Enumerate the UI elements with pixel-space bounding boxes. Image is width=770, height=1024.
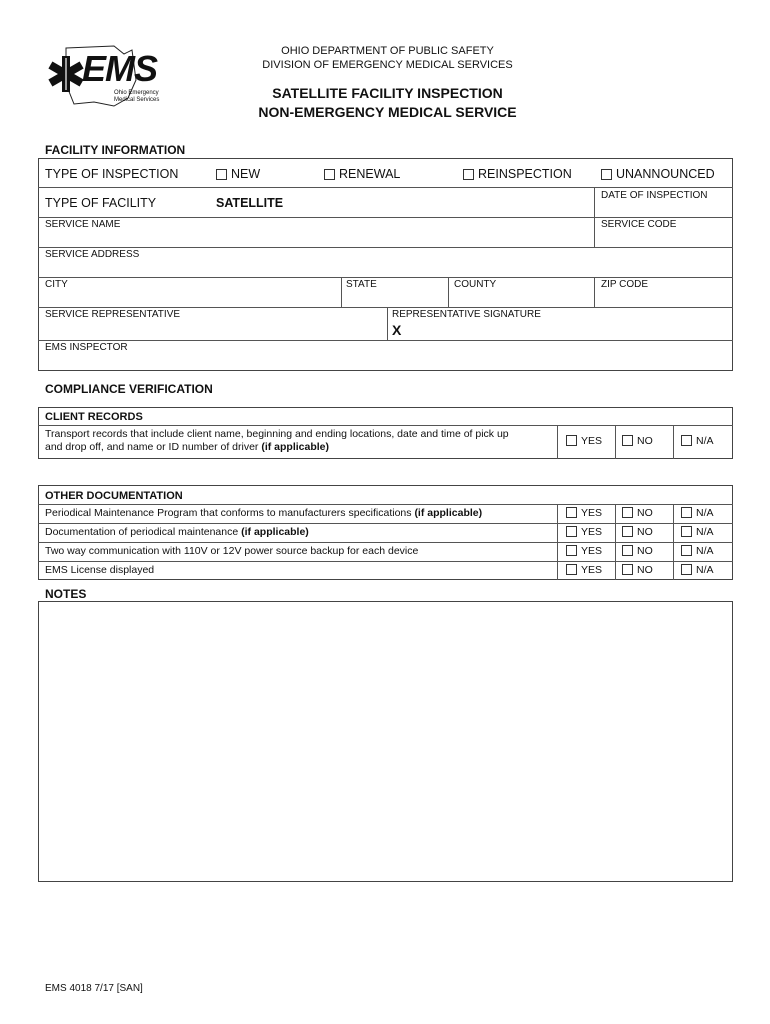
page-title: SATELLITE FACILITY INSPECTION <box>272 85 503 101</box>
facility-section-title: FACILITY INFORMATION <box>45 143 186 157</box>
option-reinspection[interactable]: REINSPECTION <box>463 167 572 181</box>
checkbox-yes[interactable] <box>566 545 577 556</box>
doc-item-3-no[interactable]: NO <box>622 545 653 558</box>
notes-section-title: NOTES <box>45 587 87 601</box>
doc-item-1-no[interactable]: NO <box>622 507 653 520</box>
checkbox-na[interactable] <box>681 507 692 518</box>
type-of-facility-value: SATELLITE <box>216 196 284 210</box>
county-field[interactable] <box>450 291 592 306</box>
option-new[interactable]: NEW <box>216 167 260 181</box>
county-label: COUNTY <box>454 279 497 290</box>
service-address-label: SERVICE ADDRESS <box>45 249 140 260</box>
client-records-item-line2: and drop off, and name or ID number of driver (if applicable) <box>45 441 330 453</box>
doc-item-2-yes[interactable]: YES <box>566 526 602 539</box>
checkbox-no[interactable] <box>622 564 633 575</box>
doc-item-2: Documentation of periodical maintenance (if applicable) <box>45 526 309 538</box>
checkbox-unannounced[interactable] <box>601 169 612 180</box>
checkbox-na[interactable] <box>681 545 692 556</box>
doc-item-4-yes[interactable]: YES <box>566 564 602 577</box>
service-name-label: SERVICE NAME <box>45 219 121 230</box>
ems-inspector-field[interactable] <box>40 354 730 370</box>
ems-inspector-label: EMS INSPECTOR <box>45 342 128 353</box>
service-code-label: SERVICE CODE <box>601 219 677 230</box>
page-subtitle: NON-EMERGENCY MEDICAL SERVICE <box>258 104 517 120</box>
checkbox-na[interactable] <box>681 564 692 575</box>
date-of-inspection-field[interactable] <box>596 203 731 216</box>
compliance-section-title: COMPLIANCE VERIFICATION <box>45 382 213 396</box>
checkbox-na[interactable] <box>681 435 692 446</box>
signature-x-mark: X <box>392 322 402 338</box>
state-field[interactable] <box>343 291 446 306</box>
client-records-title: CLIENT RECORDS <box>45 411 143 423</box>
logo-text: EMS <box>82 48 158 89</box>
type-of-inspection-label: TYPE OF INSPECTION <box>45 167 179 181</box>
representative-signature-label: REPRESENTATIVE SIGNATURE <box>392 309 541 320</box>
zip-code-field[interactable] <box>596 291 731 306</box>
option-renewal[interactable]: RENEWAL <box>324 167 400 181</box>
checkbox-no[interactable] <box>622 507 633 518</box>
service-code-field[interactable] <box>596 231 731 246</box>
client-records-no[interactable]: NO <box>622 435 653 448</box>
checkbox-no[interactable] <box>622 545 633 556</box>
service-representative-label: SERVICE REPRESENTATIVE <box>45 309 181 320</box>
other-documentation-title: OTHER DOCUMENTATION <box>45 490 183 502</box>
service-name-field[interactable] <box>40 231 592 246</box>
checkbox-new[interactable] <box>216 169 227 180</box>
representative-signature-field[interactable] <box>405 321 731 339</box>
checkbox-yes[interactable] <box>566 526 577 537</box>
doc-item-1-na[interactable]: N/A <box>681 507 714 520</box>
agency-name: OHIO DEPARTMENT OF PUBLIC SAFETY <box>281 45 494 57</box>
checkbox-yes[interactable] <box>566 564 577 575</box>
doc-item-3: Two way communication with 110V or 12V power source backup for each device <box>45 545 419 557</box>
doc-item-4-na[interactable]: N/A <box>681 564 714 577</box>
doc-item-4-no[interactable]: NO <box>622 564 653 577</box>
city-label: CITY <box>45 279 68 290</box>
doc-item-3-yes[interactable]: YES <box>566 545 602 558</box>
option-unannounced[interactable]: UNANNOUNCED <box>601 167 715 181</box>
checkbox-yes[interactable] <box>566 507 577 518</box>
checkbox-no[interactable] <box>622 526 633 537</box>
notes-textarea[interactable] <box>38 601 733 882</box>
checkbox-yes[interactable] <box>566 435 577 446</box>
logo-subtitle-1: Ohio Emergency <box>114 90 159 96</box>
client-records-item-line1: Transport records that include client name, beginning and ending locations, date and time of pick up <box>45 428 509 440</box>
client-records-na[interactable]: N/A <box>681 435 714 448</box>
checkbox-na[interactable] <box>681 526 692 537</box>
client-records-yes[interactable]: YES <box>566 435 602 448</box>
doc-item-1: Periodical Maintenance Program that conforms to manufacturers specifications (if applicable) <box>45 507 483 519</box>
form-id: EMS 4018 7/17 [SAN] <box>45 983 143 994</box>
state-label: STATE <box>346 279 377 290</box>
division-name: DIVISION OF EMERGENCY MEDICAL SERVICES <box>262 59 513 71</box>
checkbox-no[interactable] <box>622 435 633 446</box>
city-field[interactable] <box>40 291 338 306</box>
ems-logo <box>44 40 174 112</box>
doc-item-2-no[interactable]: NO <box>622 526 653 539</box>
doc-item-2-na[interactable]: N/A <box>681 526 714 539</box>
service-representative-field[interactable] <box>40 321 385 339</box>
doc-item-4: EMS License displayed <box>45 564 155 576</box>
date-of-inspection-label: DATE OF INSPECTION <box>601 190 708 201</box>
checkbox-reinspection[interactable] <box>463 169 474 180</box>
service-address-field[interactable] <box>40 261 730 276</box>
doc-item-3-na[interactable]: N/A <box>681 545 714 558</box>
doc-item-1-yes[interactable]: YES <box>566 507 602 520</box>
logo-subtitle-2: Medical Services <box>114 97 160 103</box>
zip-code-label: ZIP CODE <box>601 279 649 290</box>
checkbox-renewal[interactable] <box>324 169 335 180</box>
type-of-facility-label: TYPE OF FACILITY <box>45 196 157 210</box>
